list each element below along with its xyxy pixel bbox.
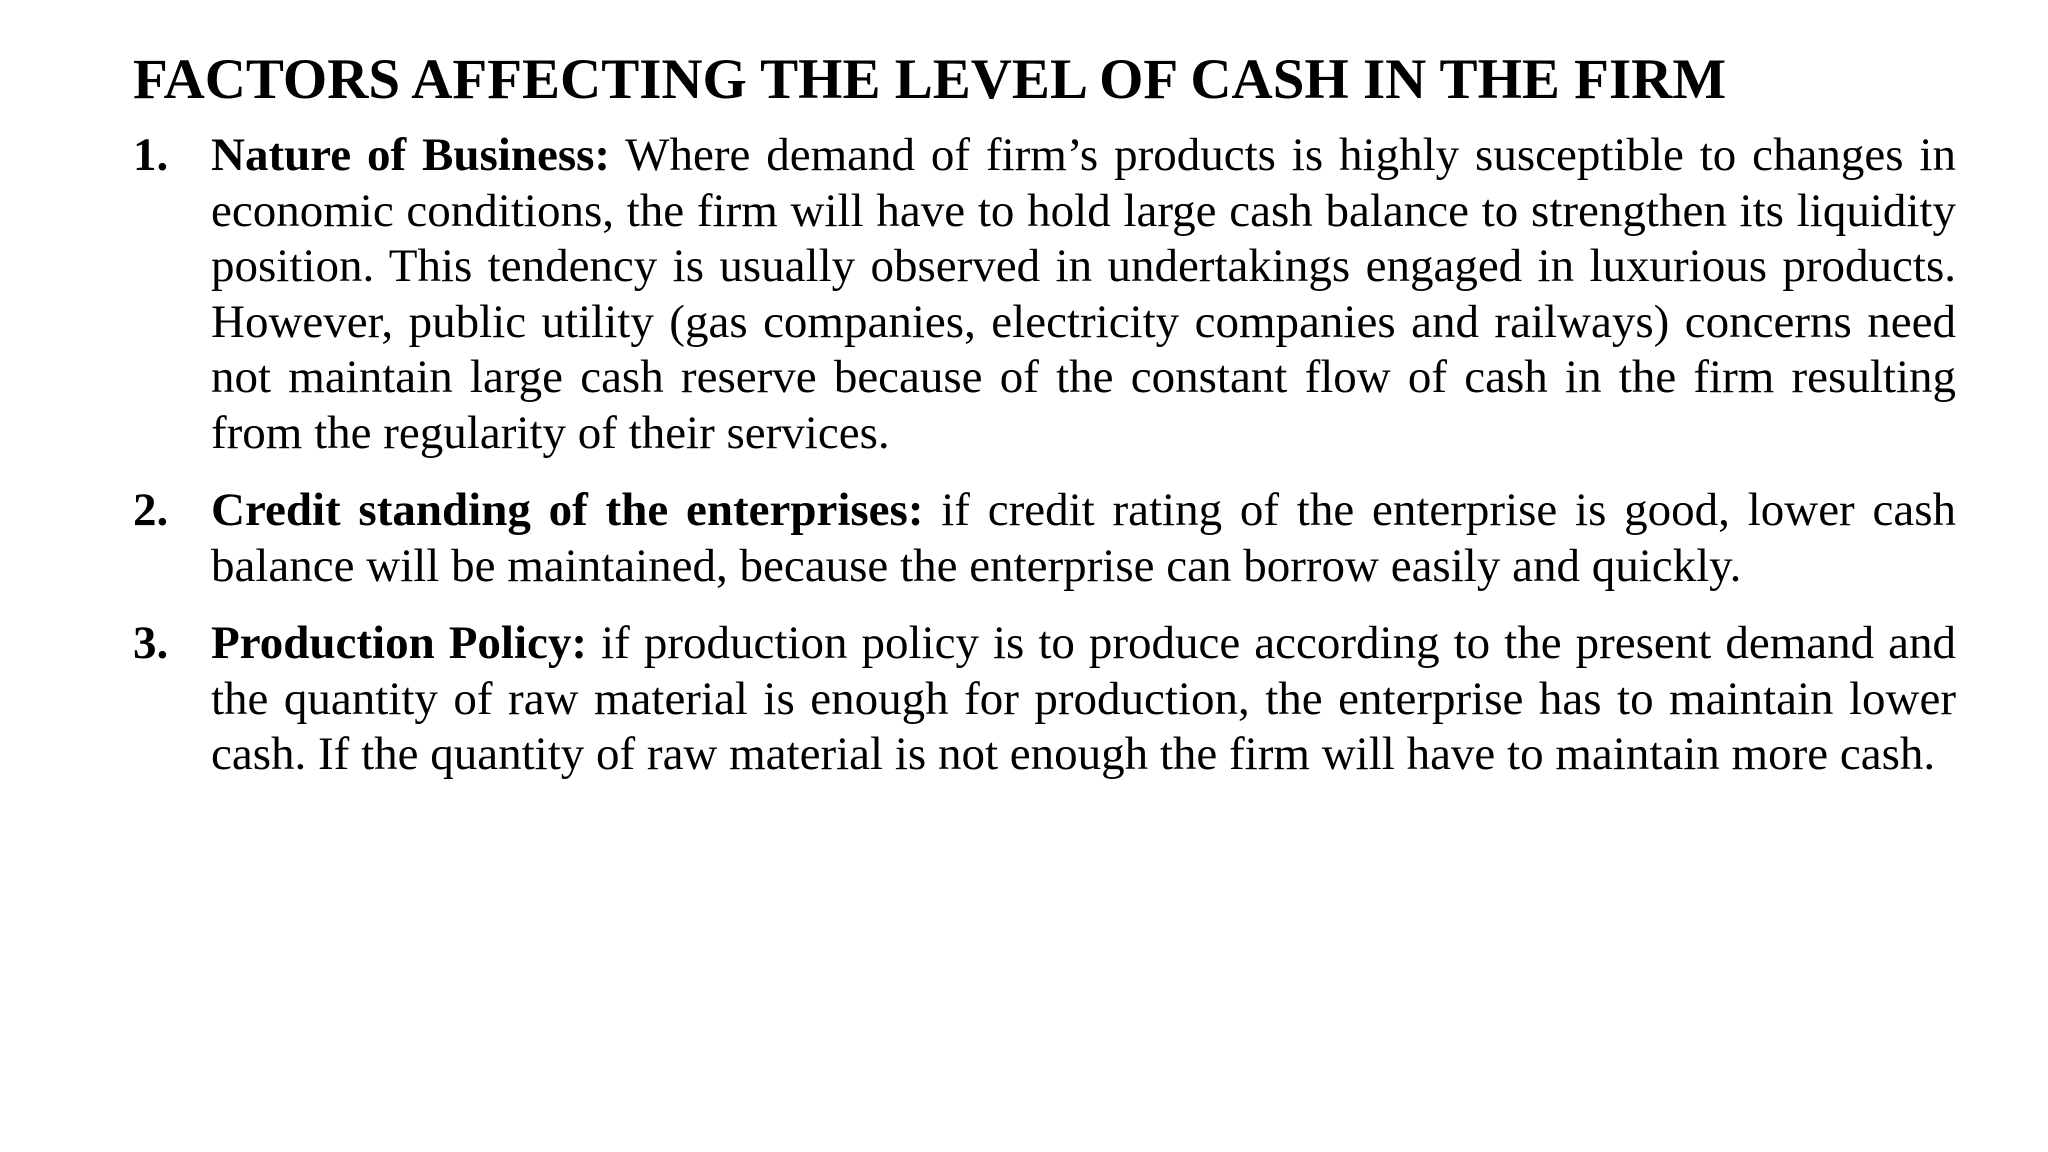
factor-heading: Production Policy: [211,617,588,669]
factor-list [133,128,1956,805]
factor-heading: Nature of Business: [211,129,611,181]
factor-item-nature-of-business [133,128,1956,461]
factor-item-credit-standing [133,483,1956,594]
factor-number: 1. [133,129,169,181]
factor-heading: Credit standing of the enterprises: [211,484,924,536]
factor-item-production-policy [133,616,1956,783]
factor-text: Where demand of firm’s products is highly susceptible to changes in economic conditions, the firm will have to hold large cash balance to strengthen its liquidity position. This tendency is usually observed in undertakings engaged in luxurious products. However, public utility (gas companies, electricity companies and railways) concerns need not maintain large cash reserve because of the constant flow of cash in the firm resulting from the regularity of their services. [211,129,1956,459]
factor-text: if credit rating of the enterprise is good, lower cash balance will be maintained, because the enterprise can borrow easily and quickly. [211,484,1956,592]
factor-number: 2. [133,484,169,536]
factor-text: if production policy is to produce according to the present demand and the quantity of raw material is enough for production, the enterprise has to maintain lower cash. If the quantity of raw material is not enough the firm will have to maintain more cash. [211,617,1957,780]
factor-number: 3. [133,617,169,669]
page-title: FACTORS AFFECTING THE LEVEL OF CASH IN THE FIRM [133,48,1727,111]
